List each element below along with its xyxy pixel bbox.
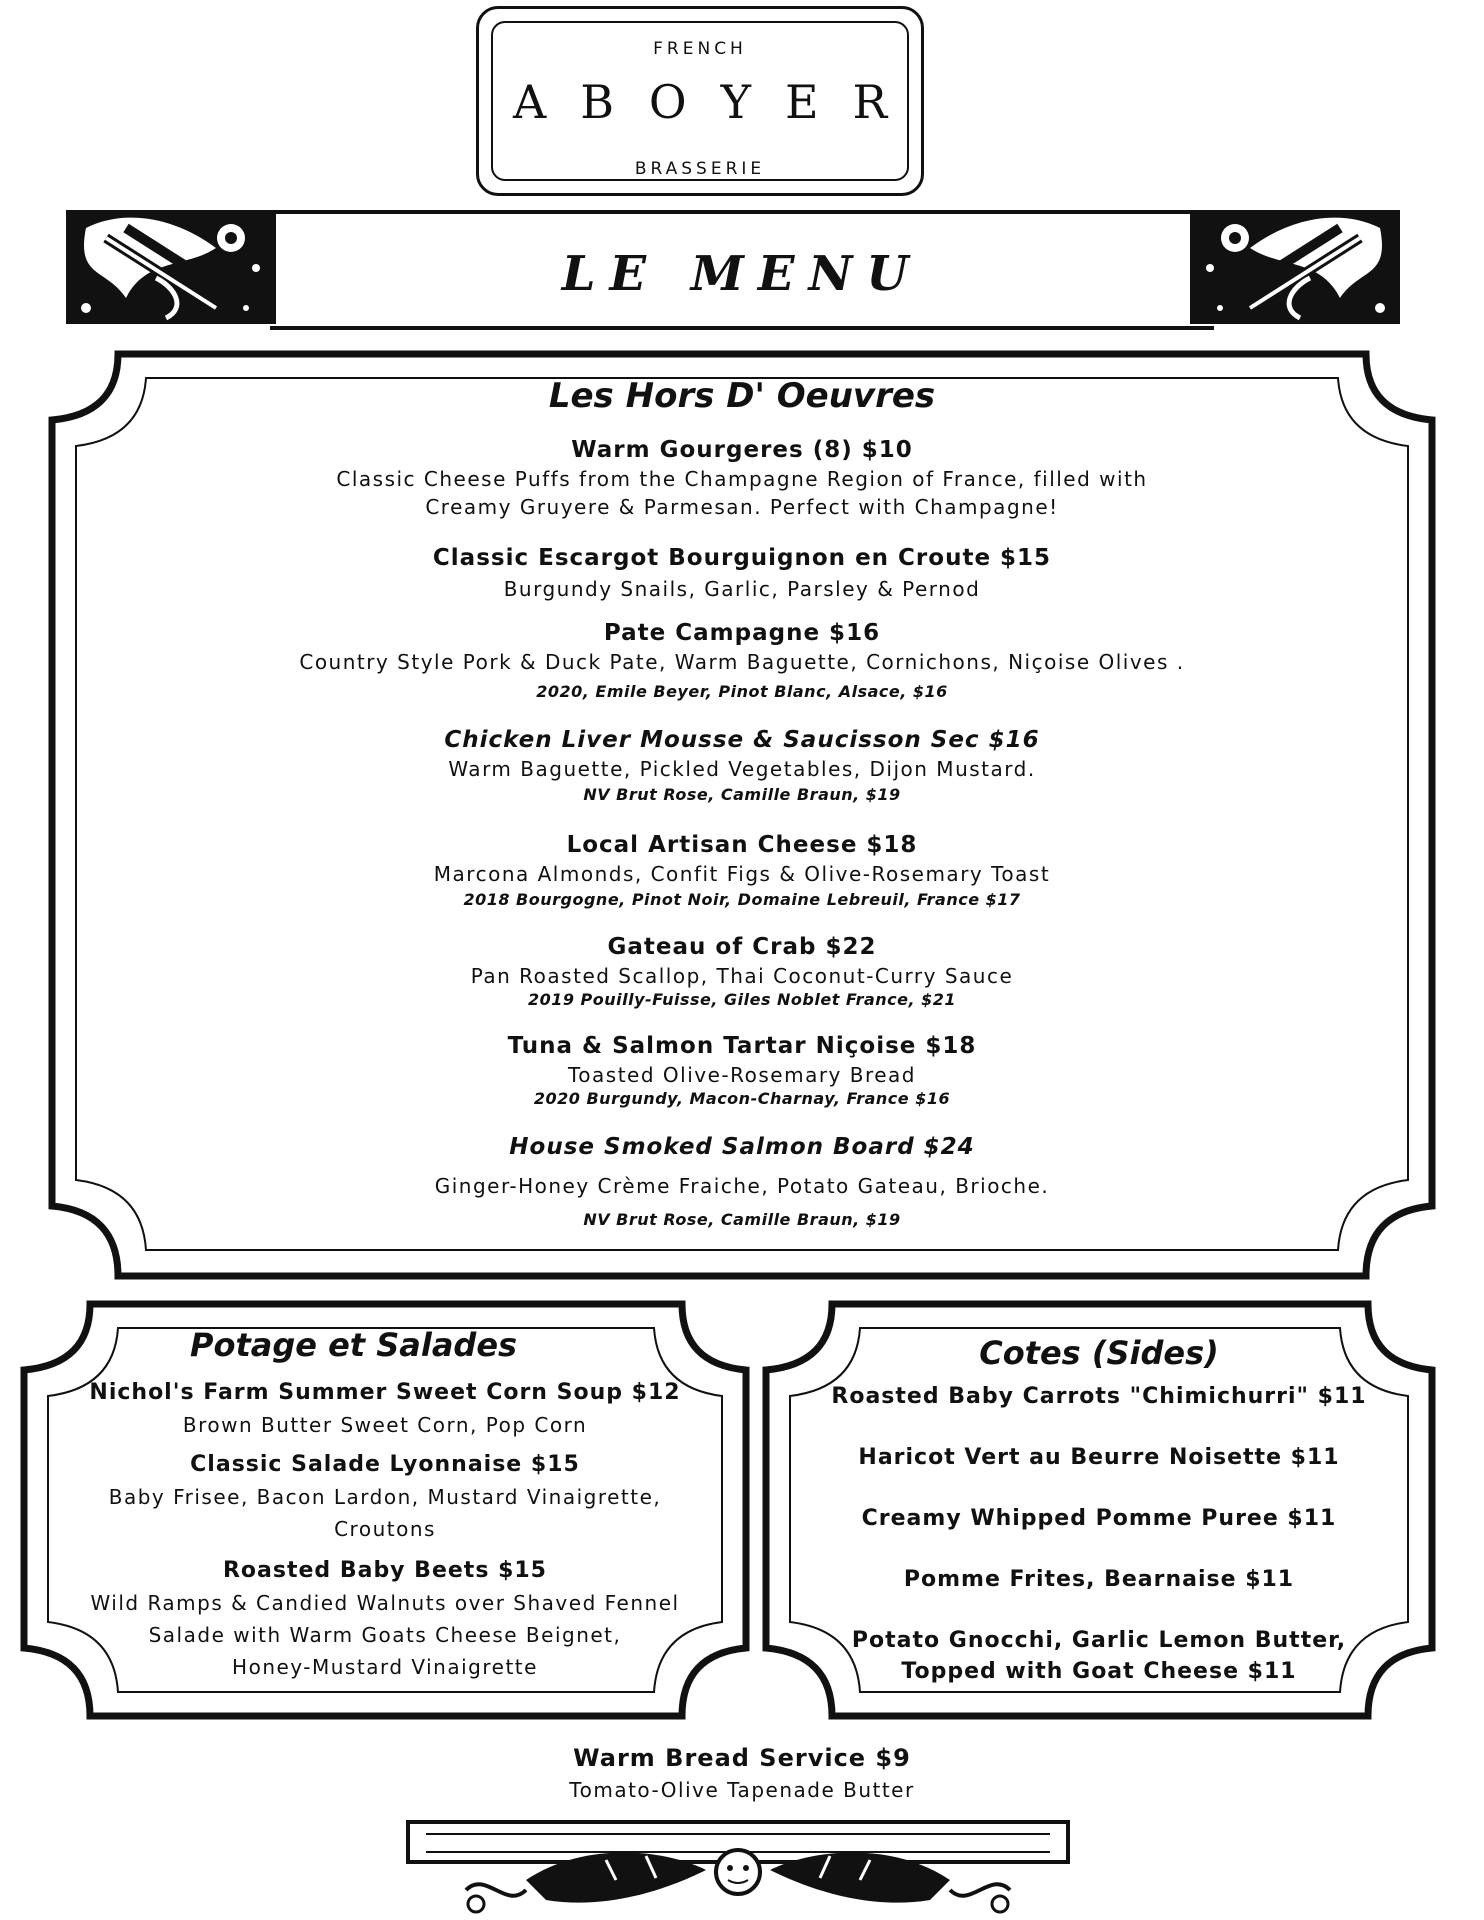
item-wine: 2020, Emile Beyer, Pinot Blanc, Alsace, $16 bbox=[536, 682, 948, 701]
bread-service bbox=[0, 1744, 1484, 1802]
item-desc: Pan Roasted Scallop, Thai Coconut-Curry Sauce bbox=[470, 964, 1014, 988]
cotes-item: Topped with Goat Cheese $11 bbox=[901, 1659, 1297, 1684]
right-ornament-icon bbox=[1190, 208, 1400, 326]
item-desc: Country Style Pork & Duck Pate, Warm Baguette, Cornichons, Niçoise Olives . bbox=[299, 650, 1185, 674]
cotes-item: Roasted Baby Carrots "Chimichurri" $11 bbox=[831, 1384, 1367, 1409]
cotes-item: Potato Gnocchi, Garlic Lemon Butter, bbox=[851, 1628, 1347, 1653]
item-desc: Wild Ramps & Candied Walnuts over Shaved Fennel bbox=[90, 1591, 680, 1615]
logo-name: ABOYER bbox=[513, 75, 922, 129]
item-desc: Salade with Warm Goats Cheese Beignet, bbox=[148, 1623, 622, 1647]
potage-item-1 bbox=[20, 1380, 750, 1437]
item-wine: 2018 Bourgogne, Pinot Noir, Domaine Lebreuil, France $17 bbox=[463, 890, 1021, 909]
item-desc: Baby Frisee, Bacon Lardon, Mustard Vinaigrette, bbox=[108, 1485, 662, 1509]
hors-doeuvres-title: Les Hors D' Oeuvres bbox=[548, 376, 936, 416]
item-desc: Classic Cheese Puffs from the Champagne Region of France, filled with bbox=[336, 467, 1148, 491]
bread-name: Warm Bread Service $9 bbox=[573, 1744, 911, 1772]
restaurant-logo bbox=[476, 6, 924, 196]
banner-bottom-rule bbox=[270, 326, 1214, 330]
item-desc: Toasted Olive-Rosemary Bread bbox=[567, 1063, 916, 1087]
item-desc: Honey-Mustard Vinaigrette bbox=[232, 1655, 538, 1679]
bottom-ornament-icon bbox=[406, 1820, 1070, 1916]
bread-desc: Tomato-Olive Tapenade Butter bbox=[569, 1778, 915, 1802]
item-desc: Burgundy Snails, Garlic, Parsley & Pernod bbox=[503, 577, 981, 601]
item-name: Nichol's Farm Summer Sweet Corn Soup $12 bbox=[89, 1380, 681, 1405]
item-name: Gateau of Crab $22 bbox=[607, 934, 877, 960]
item-wine: NV Brut Rose, Camille Braun, $19 bbox=[583, 785, 901, 804]
hors-item-8 bbox=[0, 1134, 1484, 1229]
item-name: Local Artisan Cheese $18 bbox=[566, 832, 918, 858]
hors-item-3 bbox=[0, 620, 1484, 701]
item-desc: Marcona Almonds, Confit Figs & Olive-Rosemary Toast bbox=[433, 862, 1051, 886]
cotes-item: Pomme Frites, Bearnaise $11 bbox=[903, 1567, 1295, 1592]
logo-top-text: FRENCH bbox=[653, 39, 747, 59]
item-desc: Creamy Gruyere & Parmesan. Perfect with Champagne! bbox=[425, 495, 1059, 519]
item-wine: 2019 Pouilly-Fuisse, Giles Noblet France, $21 bbox=[527, 990, 957, 1009]
item-desc: Croutons bbox=[334, 1517, 436, 1541]
banner-top-rule bbox=[270, 210, 1214, 214]
hors-item-2 bbox=[0, 545, 1484, 601]
cotes-title: Cotes (Sides) bbox=[979, 1334, 1219, 1372]
item-desc: Ginger-Honey Crème Fraiche, Potato Gateau, Brioche. bbox=[434, 1174, 1050, 1198]
hors-item-1 bbox=[0, 437, 1484, 519]
item-wine: NV Brut Rose, Camille Braun, $19 bbox=[583, 1210, 901, 1229]
logo-bottom-text: BRASSERIE bbox=[634, 159, 766, 179]
potage-item-2 bbox=[20, 1452, 750, 1541]
item-name: Chicken Liver Mousse & Saucisson Sec $16 bbox=[444, 727, 1040, 753]
hors-item-6 bbox=[0, 934, 1484, 1009]
item-name: Pate Campagne $16 bbox=[603, 620, 881, 646]
item-name: Classic Escargot Bourguignon en Croute $15 bbox=[432, 545, 1052, 571]
cotes-item: Creamy Whipped Pomme Puree $11 bbox=[861, 1506, 1337, 1531]
item-name: Warm Gourgeres (8) $10 bbox=[571, 437, 913, 463]
item-wine: 2020 Burgundy, Macon-Charnay, France $16 bbox=[533, 1089, 951, 1108]
menu-title: LE MENU bbox=[561, 246, 923, 302]
hors-item-5 bbox=[0, 832, 1484, 909]
hors-item-4 bbox=[0, 727, 1484, 804]
potage-item-3 bbox=[20, 1558, 750, 1679]
potage-title: Potage et Salades bbox=[190, 1326, 518, 1364]
item-name: Roasted Baby Beets $15 bbox=[222, 1558, 547, 1583]
item-name: Classic Salade Lyonnaise $15 bbox=[190, 1452, 580, 1477]
item-name: Tuna & Salmon Tartar Niçoise $18 bbox=[507, 1033, 977, 1059]
item-desc: Brown Butter Sweet Corn, Pop Corn bbox=[182, 1413, 588, 1437]
left-ornament-icon bbox=[66, 208, 276, 326]
cotes-item: Haricot Vert au Beurre Noisette $11 bbox=[858, 1445, 1340, 1470]
item-desc: Warm Baguette, Pickled Vegetables, Dijon Mustard. bbox=[448, 757, 1036, 781]
item-name: House Smoked Salmon Board $24 bbox=[509, 1134, 975, 1160]
hors-item-7 bbox=[0, 1033, 1484, 1108]
